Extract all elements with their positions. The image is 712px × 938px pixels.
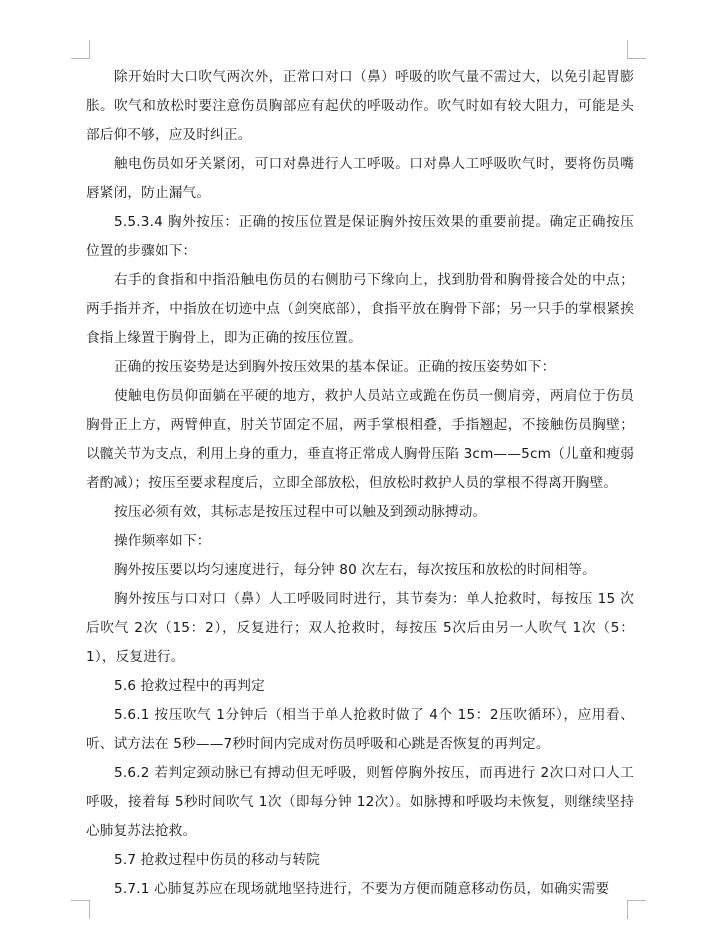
- paragraph: 操作频率如下：: [114, 533, 211, 549]
- paragraph: 触电伤员如牙关紧闭，可口对鼻进行人工呼吸。口对鼻人工呼吸吹气时，要将伤员嘴唇紧闭，防止漏气。: [86, 156, 634, 201]
- paragraph: 胸外按压要以均匀速度进行，每分钟 80 次左右，每次按压和放松的时间相等。: [114, 562, 596, 578]
- section-heading: 5.5.3.4 胸外按压：正确的按压位置是保证胸外按压效果的重要前提。确定正确按压位置的步骤如下：: [86, 214, 634, 259]
- paragraph: 按压必须有效，其标志是按压过程中可以触及到颈动脉搏动。: [114, 504, 487, 520]
- section-heading: 5.7 抢救过程中伤员的移动与转院: [114, 852, 321, 868]
- section-heading: 5.6 抢救过程中的再判定: [114, 678, 265, 694]
- paragraph: 5.6.2 若判定颈动脉已有搏动但无呼吸，则暂停胸外按压，而再进行 2次口对口人工呼吸，接着每 5秒时间吹气 1次（即每分钟 12次）。如脉搏和呼吸均未恢复，则继续坚持心肺复苏法抢救。: [86, 765, 634, 839]
- paragraph: 5.7.1 心肺复苏应在现场就地坚持进行，不要为方便而随意移动伤员，如确实需要: [114, 881, 610, 897]
- margin-corner-top-left: [71, 40, 90, 59]
- paragraph: 胸外按压与口对口（鼻）人工呼吸同时进行，其节奏为：单人抢救时，每按压 15 次后吹气 2次（15：2），反复进行；双人抢救时，每按压 5次后由另一人吹气 1次（5：1），反复进行。: [86, 591, 634, 665]
- paragraph: 正确的按压姿势是达到胸外按压效果的基本保证。正确的按压姿势如下：: [114, 359, 556, 375]
- paragraph: 使触电伤员仰面躺在平硬的地方，救护人员站立或跪在伤员一侧肩旁，两肩位于伤员胸骨正上方，两臂伸直，肘关节固定不屈，两手掌根相叠，手指翘起，不接触伤员胸壁；以髋关节为支点，利用上身的重力，垂直将正常成人胸骨压陷 3cm——5cm（儿童和瘦弱者酌减）；按压至要求程度后，立即全部放松，但放松时救护人员的掌根不得离开胸壁。: [86, 388, 634, 491]
- document-body: [86, 63, 634, 904]
- paragraph: 右手的食指和中指沿触电伤员的右侧肋弓下缘向上，找到肋骨和胸骨接合处的中点；两手指并齐，中指放在切迹中点（剑突底部），食指平放在胸骨下部；另一只手的掌根紧挨食指上缘置于胸骨上，即为正确的按压位置。: [86, 272, 634, 346]
- paragraph: 5.6.1 按压吹气 1分钟后（相当于单人抢救时做了 4个 15：2压吹循环），应用看、听、试方法在 5秒——7秒时间内完成对伤员呼吸和心跳是否恢复的再判定。: [86, 707, 634, 752]
- paragraph: 除开始时大口吹气两次外，正常口对口（鼻）呼吸的吹气量不需过大，以免引起胃膨胀。吹气和放松时要注意伤员胸部应有起伏的呼吸动作。吹气时如有较大阻力，可能是头部后仰不够，应及时纠正。: [86, 69, 634, 143]
- margin-corner-top-right: [627, 40, 646, 59]
